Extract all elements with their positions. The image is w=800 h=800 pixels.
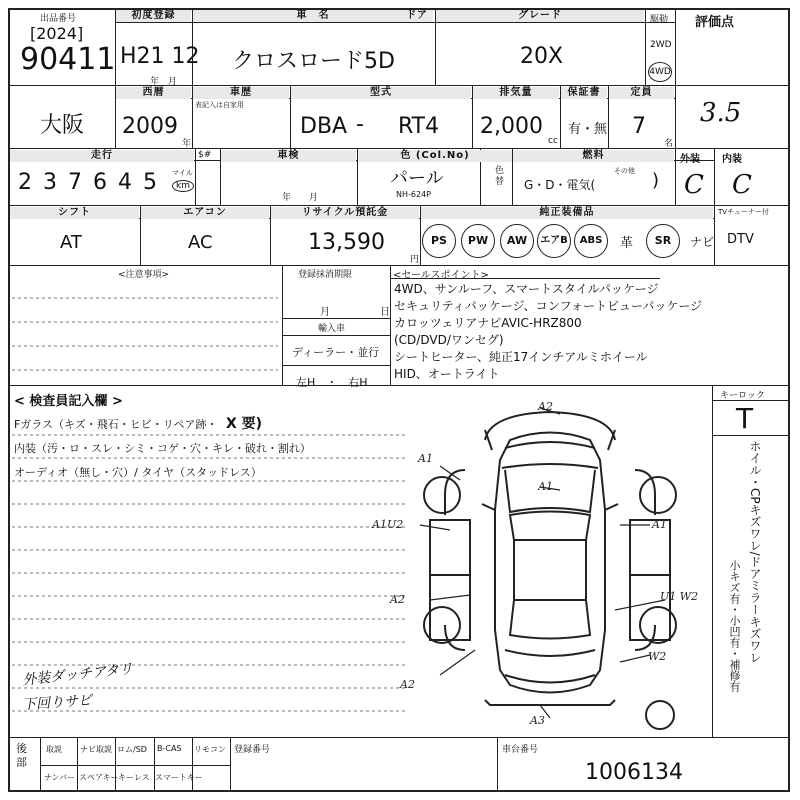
damage-mark: A2 (400, 678, 415, 691)
grade: 20X (520, 44, 564, 69)
type-label: 型式 (291, 87, 471, 99)
accessory: リモコン (194, 745, 226, 754)
equip-sunroof: SR (646, 224, 680, 258)
year-unit: 年 (182, 139, 192, 149)
ac-label: エアコン (141, 207, 269, 219)
color-label: 色 (Col.No) (358, 150, 512, 162)
door-label: ドア (406, 10, 428, 21)
equip-airbag: エアB (537, 224, 571, 258)
key-lock-mark: T (736, 402, 754, 435)
dealer-option: ディーラー・並行 (292, 346, 380, 359)
shift-label: シフト (10, 207, 139, 219)
equip-abs: ABS (574, 224, 608, 258)
interior-label: 内装 (722, 154, 742, 165)
inspection-unit: 年 月 (282, 193, 319, 203)
model-name: クロスロード5D (232, 49, 395, 74)
damage-mark: U1 W2 (660, 590, 699, 603)
damage-mark: A1U2 (372, 518, 404, 531)
accessory: 取説 (46, 745, 62, 754)
fuel-close: ) (652, 170, 660, 191)
caution-lines (10, 280, 280, 380)
reg-no-label: 登録番号 (234, 745, 271, 755)
reg-deadline-date: 月 日 (320, 307, 390, 318)
score-label: 評価点 (695, 15, 735, 30)
warranty-label: 保証書 (561, 87, 607, 99)
sales-point: HID、オートライト (394, 367, 500, 381)
fuel: G・D・電気( (524, 178, 596, 192)
wheel-mirror-note: ホイル・CPキズワレ/ドアミラーキズワレ (748, 440, 762, 664)
year-tag: [2024] (30, 24, 84, 43)
exterior-grade: C (684, 170, 704, 200)
reg-deadline-label: 登録抹消期限 (298, 270, 353, 280)
drive-2wd: 2WD (650, 40, 672, 50)
exterior-label: 外装 (680, 154, 700, 165)
accessory: スペアキー (79, 773, 119, 782)
accessory: ロム/SD (117, 745, 147, 754)
displacement-label: 排気量 (473, 87, 559, 99)
equip-ps: PS (422, 224, 456, 258)
dollar-mark: $# (198, 150, 212, 160)
displacement: 2,000 (480, 114, 543, 139)
inspection-label: 車検 (221, 150, 356, 162)
score: 3.5 (700, 98, 742, 128)
sales-point: シートヒーター、純正17インチアルミホイール (394, 350, 648, 364)
mileage-label: 走行 (10, 150, 194, 162)
capacity-unit: 名 (664, 139, 674, 149)
chassis-label: 車台番号 (502, 745, 539, 755)
interior-grade: C (732, 170, 752, 200)
recycle-label: リサイクル預託金 (271, 207, 419, 219)
equip-aw: AW (500, 224, 534, 258)
warranty: 有・無 (568, 122, 608, 137)
color-change-label: 色替 (495, 166, 505, 187)
accessory: B-CAS (157, 744, 182, 753)
audio-line: オーディオ（無し・穴）/ タイヤ（スタッドレス） (14, 466, 262, 479)
sales-label: <セールスポイント> (393, 270, 489, 281)
grade-label: グレード (436, 10, 644, 22)
chassis-number: 1006134 (585, 760, 683, 785)
first-reg: H21 12 (120, 44, 200, 69)
sales-point: 4WD、サンルーフ、スマートスタイルパッケージ (394, 282, 659, 296)
sales-point: (CD/DVD/ワンセグ) (394, 333, 504, 347)
region: 大阪 (40, 113, 85, 138)
lot-label: 出品番号 (40, 14, 77, 24)
first-reg-unit: 年 月 (150, 77, 178, 87)
sales-point: セキュリティパッケージ、コンフォートビューパッケージ (394, 299, 703, 313)
accessory: ナビ取説 (80, 745, 112, 754)
shift: AT (60, 232, 82, 253)
fuel-label: 燃料 (513, 150, 674, 162)
import-label: 輸入車 (318, 324, 346, 334)
equipment-label: 純正装備品 (421, 207, 713, 219)
type-prefix: DBA (300, 114, 348, 139)
year-label: 西暦 (116, 87, 191, 99)
damage-mark: A1 (538, 480, 553, 493)
accessory: スマートキー (155, 773, 203, 782)
damage-mark: A1 (418, 452, 433, 465)
km-unit-circled: km (172, 180, 194, 192)
rear-label: 後部 (16, 742, 27, 769)
fuel-other: その他 (614, 167, 635, 175)
first-reg-label: 初度登録 (116, 10, 191, 22)
handwritten-note-2: 下回りサビ (21, 692, 93, 714)
history-label: 車歴 (193, 87, 289, 99)
drive-label: 駆動 (650, 15, 669, 25)
handle-option: 左H ・ 右H (296, 376, 368, 389)
history-note: 表記入は自家用 (195, 101, 244, 109)
year: 2009 (122, 114, 178, 139)
equip-navi: ナビ (690, 235, 715, 249)
handwritten-note-1: 外装ダッチアタリ (21, 661, 134, 689)
ac: AC (188, 232, 213, 253)
key-lock-label: キーロック (720, 391, 765, 401)
capacity: 7 (632, 114, 646, 139)
mile-unit: マイル (172, 169, 193, 177)
damage-mark: A1 (652, 518, 667, 531)
damage-mark: A3 (530, 714, 545, 727)
caution-label: <注意事項> (118, 270, 170, 280)
lot-number: 90411 (20, 42, 116, 77)
mileage: 2 3 7 6 4 5 (18, 170, 159, 195)
recycle-unit: 円 (410, 255, 420, 265)
damage-mark: A2 (538, 400, 553, 413)
equip-pw: PW (461, 224, 495, 258)
equip-leather: 革 (620, 236, 634, 251)
car-damage-diagram (372, 400, 710, 735)
drive-4wd-circled: 4WD (648, 62, 672, 82)
interior-line: 内装（汚・ロ・スレ・シミ・コゲ・穴・キレ・破れ・割れ） (14, 442, 311, 455)
equip-tv: DTV (727, 232, 754, 247)
sales-point: カロッツェリアナビAVIC-HRZ800 (394, 316, 582, 330)
damage-legend: 小キズ有・小凹有・補修有 (728, 560, 741, 692)
inspection-title: < 検査員記入欄 > (14, 394, 123, 409)
accessory: キーレス (118, 773, 150, 782)
damage-mark: A2 (390, 593, 405, 606)
displacement-unit: cc (548, 136, 558, 146)
type-dash: - (356, 112, 364, 137)
color: パール (390, 168, 444, 189)
glass-mark: X 要) (226, 416, 263, 432)
capacity-label: 定員 (609, 87, 674, 99)
color-code: NH-624P (396, 190, 431, 199)
tv-label: TVチューナー付 (718, 208, 769, 216)
model-name-label: 車 名 (193, 10, 433, 22)
recycle-fee: 13,590 (308, 230, 385, 255)
glass-line: Fガラス（キズ・飛石・ヒビ・リペア跡・ (14, 418, 218, 431)
damage-mark: W2 (648, 650, 667, 663)
type-code: RT4 (398, 114, 440, 139)
accessory: ナンバー (44, 773, 76, 782)
